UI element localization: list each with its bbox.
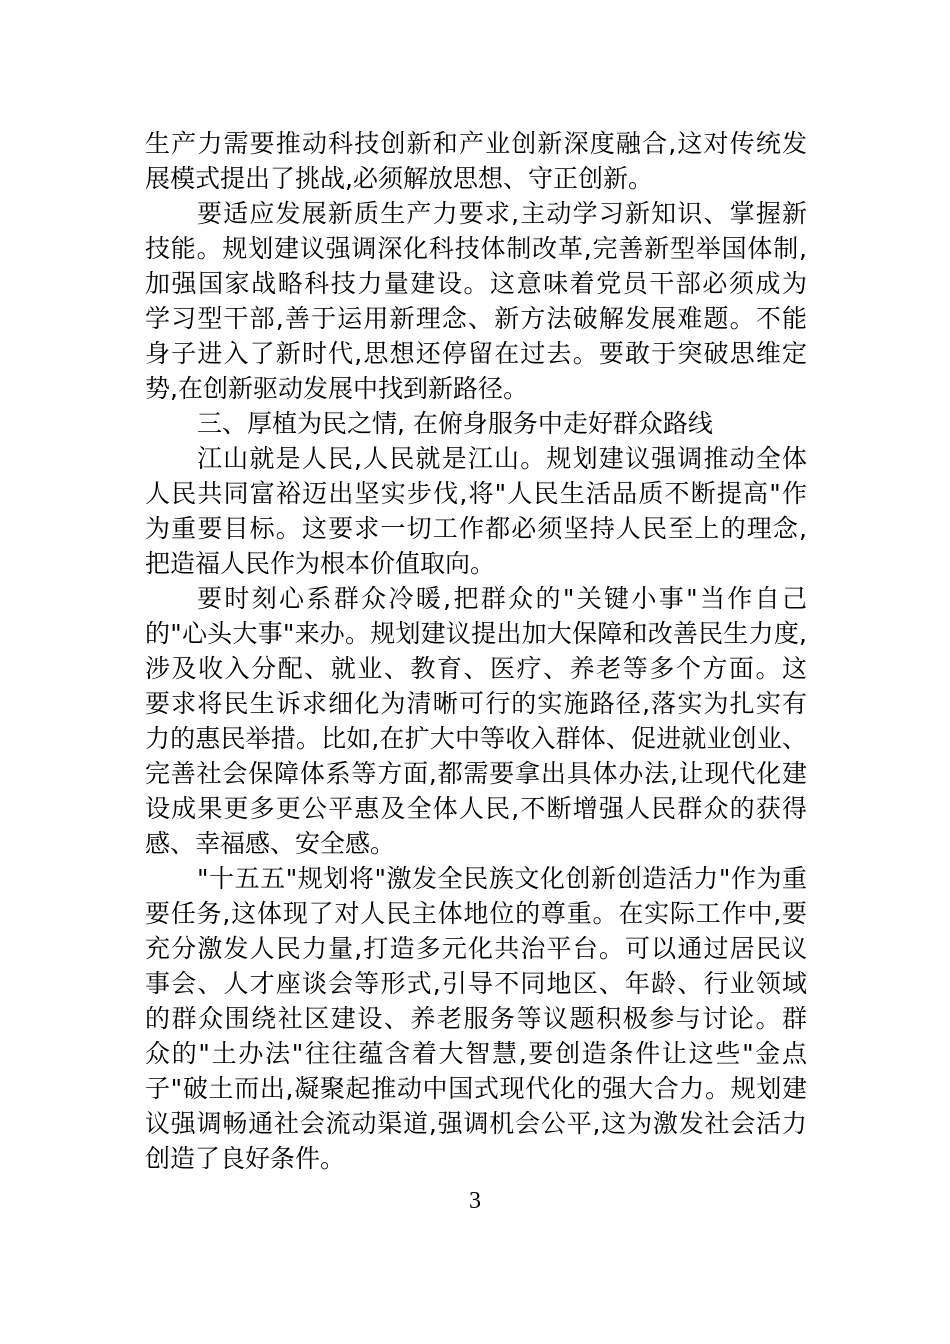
text-line: "十五五"规划将"激发全民族文化创新创造活力"作为重 — [197, 864, 807, 893]
text-line: 设成果更多更公平惠及全体人民,不断增强人民群众的获得 — [145, 794, 807, 823]
text-line: 的群众围绕社区建设、养老服务等议题积极参与讨论。群 — [145, 1004, 807, 1033]
text-line: 身子进入了新时代,思想还停留在过去。要敢于突破思维定 — [145, 339, 807, 368]
text-line: 子"破土而出,凝聚起推动中国式现代化的强大合力。规划建 — [145, 1074, 807, 1103]
paragraph — [145, 861, 807, 1176]
text-line: 展模式提出了挑战,必须解放思想、守正创新。 — [145, 164, 653, 193]
text-line: 力的惠民举措。比如,在扩大中等收入群体、促进就业创业、 — [145, 724, 807, 753]
text-line: 事会、人才座谈会等形式,引导不同地区、年龄、行业领域 — [145, 969, 807, 998]
text-line: 三、厚植为民之情, 在俯身服务中走好群众路线 — [197, 409, 713, 438]
section-heading — [145, 406, 807, 441]
text-line: 把造福人民作为根本价值取向。 — [145, 549, 496, 578]
text-line: 加强国家战略科技力量建设。这意味着党员干部必须成为 — [145, 269, 807, 298]
paragraph — [145, 441, 807, 581]
text-line: 议强调畅通社会流动渠道,强调机会公平,这为激发社会活力 — [145, 1109, 807, 1138]
text-line: 要适应发展新质生产力要求,主动学习新知识、掌握新 — [197, 199, 807, 228]
text-line: 创造了良好条件。 — [145, 1144, 346, 1173]
text-line: 生产力需要推动科技创新和产业创新深度融合,这对传统发 — [145, 129, 807, 158]
text-line: 涉及收入分配、就业、教育、医疗、养老等多个方面。这 — [145, 654, 807, 683]
text-line: 人民共同富裕迈出坚实步伐,将"人民生活品质不断提高"作 — [145, 479, 807, 508]
text-line: 众的"土办法"往往蕴含着大智慧,要创造条件让这些"金点 — [145, 1039, 807, 1068]
text-line: 充分激发人民力量,打造多元化共治平台。可以通过居民议 — [145, 934, 807, 963]
page-number: 3 — [469, 1188, 481, 1214]
text-line: 学习型干部,善于运用新理念、新方法破解发展难题。不能 — [145, 304, 807, 333]
text-line: 要任务,这体现了对人民主体地位的尊重。在实际工作中,要 — [145, 899, 807, 928]
text-line: 势,在创新驱动发展中找到新路径。 — [145, 374, 528, 403]
text-line: 江山就是人民,人民就是江山。规划建议强调推动全体 — [197, 444, 807, 473]
paragraph — [145, 126, 807, 196]
text-line: 感、幸福感、安全感。 — [145, 829, 396, 858]
text-line: 要求将民生诉求细化为清晰可行的实施路径,落实为扎实有 — [145, 689, 807, 718]
paragraph — [145, 196, 807, 406]
text-line: 完善社会保障体系等方面,都需要拿出具体办法,让现代化建 — [145, 759, 807, 788]
text-line: 技能。规划建议强调深化科技体制改革,完善新型举国体制, — [145, 234, 807, 263]
paragraph — [145, 581, 807, 861]
text-line: 为重要目标。这要求一切工作都必须坚持人民至上的理念, — [145, 514, 807, 543]
document-body — [145, 126, 807, 1176]
text-line: 的"心头大事"来办。规划建议提出加大保障和改善民生力度, — [145, 619, 807, 648]
text-line: 要时刻心系群众冷暖,把群众的"关键小事"当作自己 — [197, 584, 807, 613]
